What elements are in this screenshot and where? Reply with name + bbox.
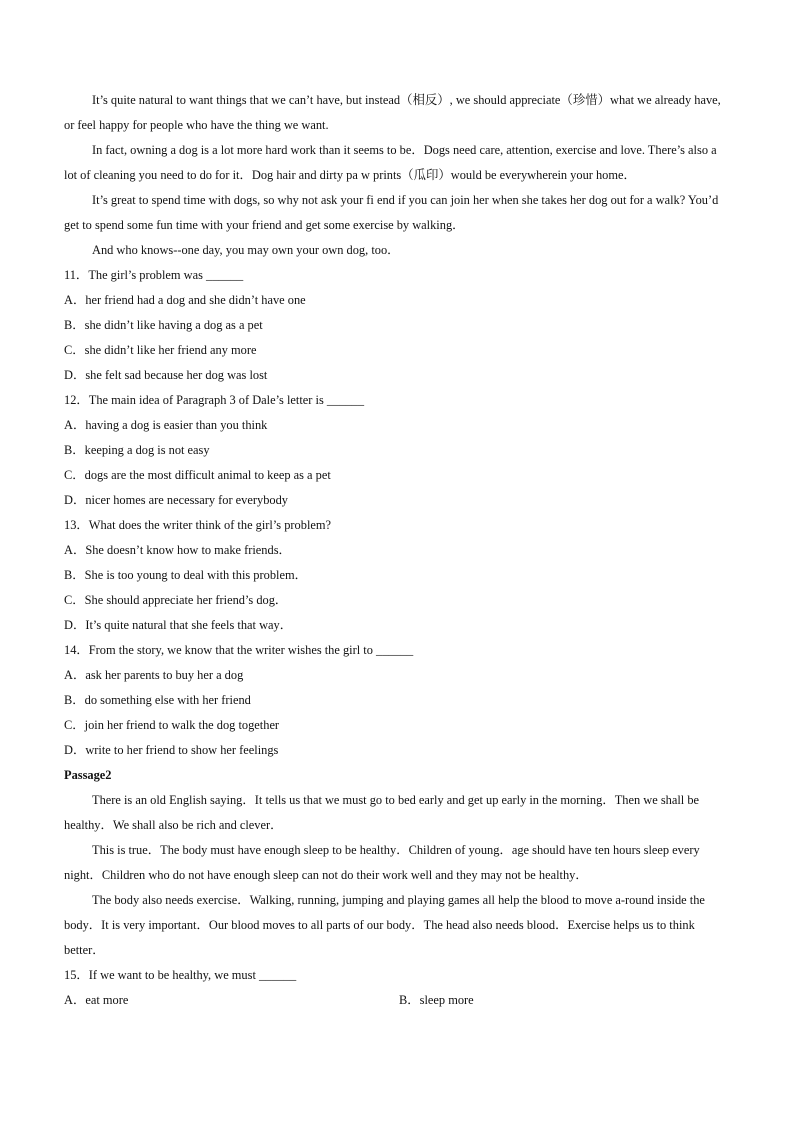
question-option: C．She should appreciate her friend’s dog． bbox=[64, 593, 288, 607]
question-14 bbox=[64, 638, 730, 763]
question-option: C．she didn’t like her friend any more bbox=[64, 343, 257, 357]
question-option: D．It’s quite natural that she feels that way． bbox=[64, 618, 293, 632]
paragraph: It’s great to spend time with dogs, so why not ask your fi end if you can join her when she takes her dog out for a walk? You’d get to spend some fun time with your friend and get some exercise by walking． bbox=[64, 193, 719, 232]
question-option: B．sleep more bbox=[399, 993, 474, 1007]
question-15 bbox=[64, 963, 730, 1013]
question-13 bbox=[64, 513, 730, 638]
passage-title: Passage2 bbox=[64, 768, 112, 782]
question-option: B．She is too young to deal with this problem． bbox=[64, 568, 307, 582]
question-stem: 11．The girl’s problem was ______ bbox=[64, 268, 244, 282]
question-option: A．ask her parents to buy her a dog bbox=[64, 668, 244, 682]
question-option: D．she felt sad because her dog was lost bbox=[64, 368, 268, 382]
question-stem: 15．If we want to be healthy, we must ______ bbox=[64, 968, 297, 982]
question-stem: 13．What does the writer think of the girl’s problem? bbox=[64, 518, 332, 532]
question-option: A．eat more bbox=[64, 993, 129, 1007]
passage2 bbox=[64, 763, 730, 963]
options-row bbox=[64, 988, 730, 1013]
paragraph: This is true．The body must have enough sleep to be healthy．Children of young．age should have ten hours sleep every night．Children who do not have enough sleep can not do their work well and they may not be healthy． bbox=[64, 843, 700, 882]
question-12 bbox=[64, 388, 730, 513]
question-option: A．having a dog is easier than you think bbox=[64, 418, 268, 432]
question-11 bbox=[64, 263, 730, 388]
document-content bbox=[64, 88, 730, 1013]
question-option: C．join her friend to walk the dog together bbox=[64, 718, 280, 732]
question-option: A．She doesn’t know how to make friends． bbox=[64, 543, 291, 557]
paragraph: There is an old English saying．It tells us that we must go to bed early and get up early in the morning．Then we shall be healthy．We shall also be rich and clever． bbox=[64, 793, 700, 832]
paragraph: It’s quite natural to want things that we can’t have, but instead（相反）, we should appreciate（珍惜）what we already have, or feel happy for people who have the thing we want. bbox=[64, 93, 721, 132]
question-option: B．she didn’t like having a dog as a pet bbox=[64, 318, 263, 332]
paragraph: And who knows--one day, you may own your own dog, too． bbox=[92, 243, 400, 257]
question-option: A．her friend had a dog and she didn’t have one bbox=[64, 293, 306, 307]
question-option: D．nicer homes are necessary for everybody bbox=[64, 493, 288, 507]
passage1-tail bbox=[64, 88, 730, 263]
paragraph: The body also needs exercise．Walking, running, jumping and playing games all help the blood to move a-round inside the body．It is very important．Our blood moves to all parts of our body．The head also needs blood．Exercise helps us to think better． bbox=[64, 893, 705, 957]
question-option: D．write to her friend to show her feelings bbox=[64, 743, 279, 757]
question-stem: 14．From the story, we know that the writer wishes the girl to ______ bbox=[64, 643, 414, 657]
question-option: B．do something else with her friend bbox=[64, 693, 251, 707]
question-option: C．dogs are the most difficult animal to keep as a pet bbox=[64, 468, 331, 482]
paragraph: In fact, owning a dog is a lot more hard work than it seems to be．Dogs need care, attention, exercise and love. There’s also a lot of cleaning you need to do for it．Dog hair and dirty pa w prints（瓜印）would be everywherein your home． bbox=[64, 143, 717, 182]
question-option: B．keeping a dog is not easy bbox=[64, 443, 210, 457]
question-stem: 12．The main idea of Paragraph 3 of Dale’s letter is ______ bbox=[64, 393, 365, 407]
